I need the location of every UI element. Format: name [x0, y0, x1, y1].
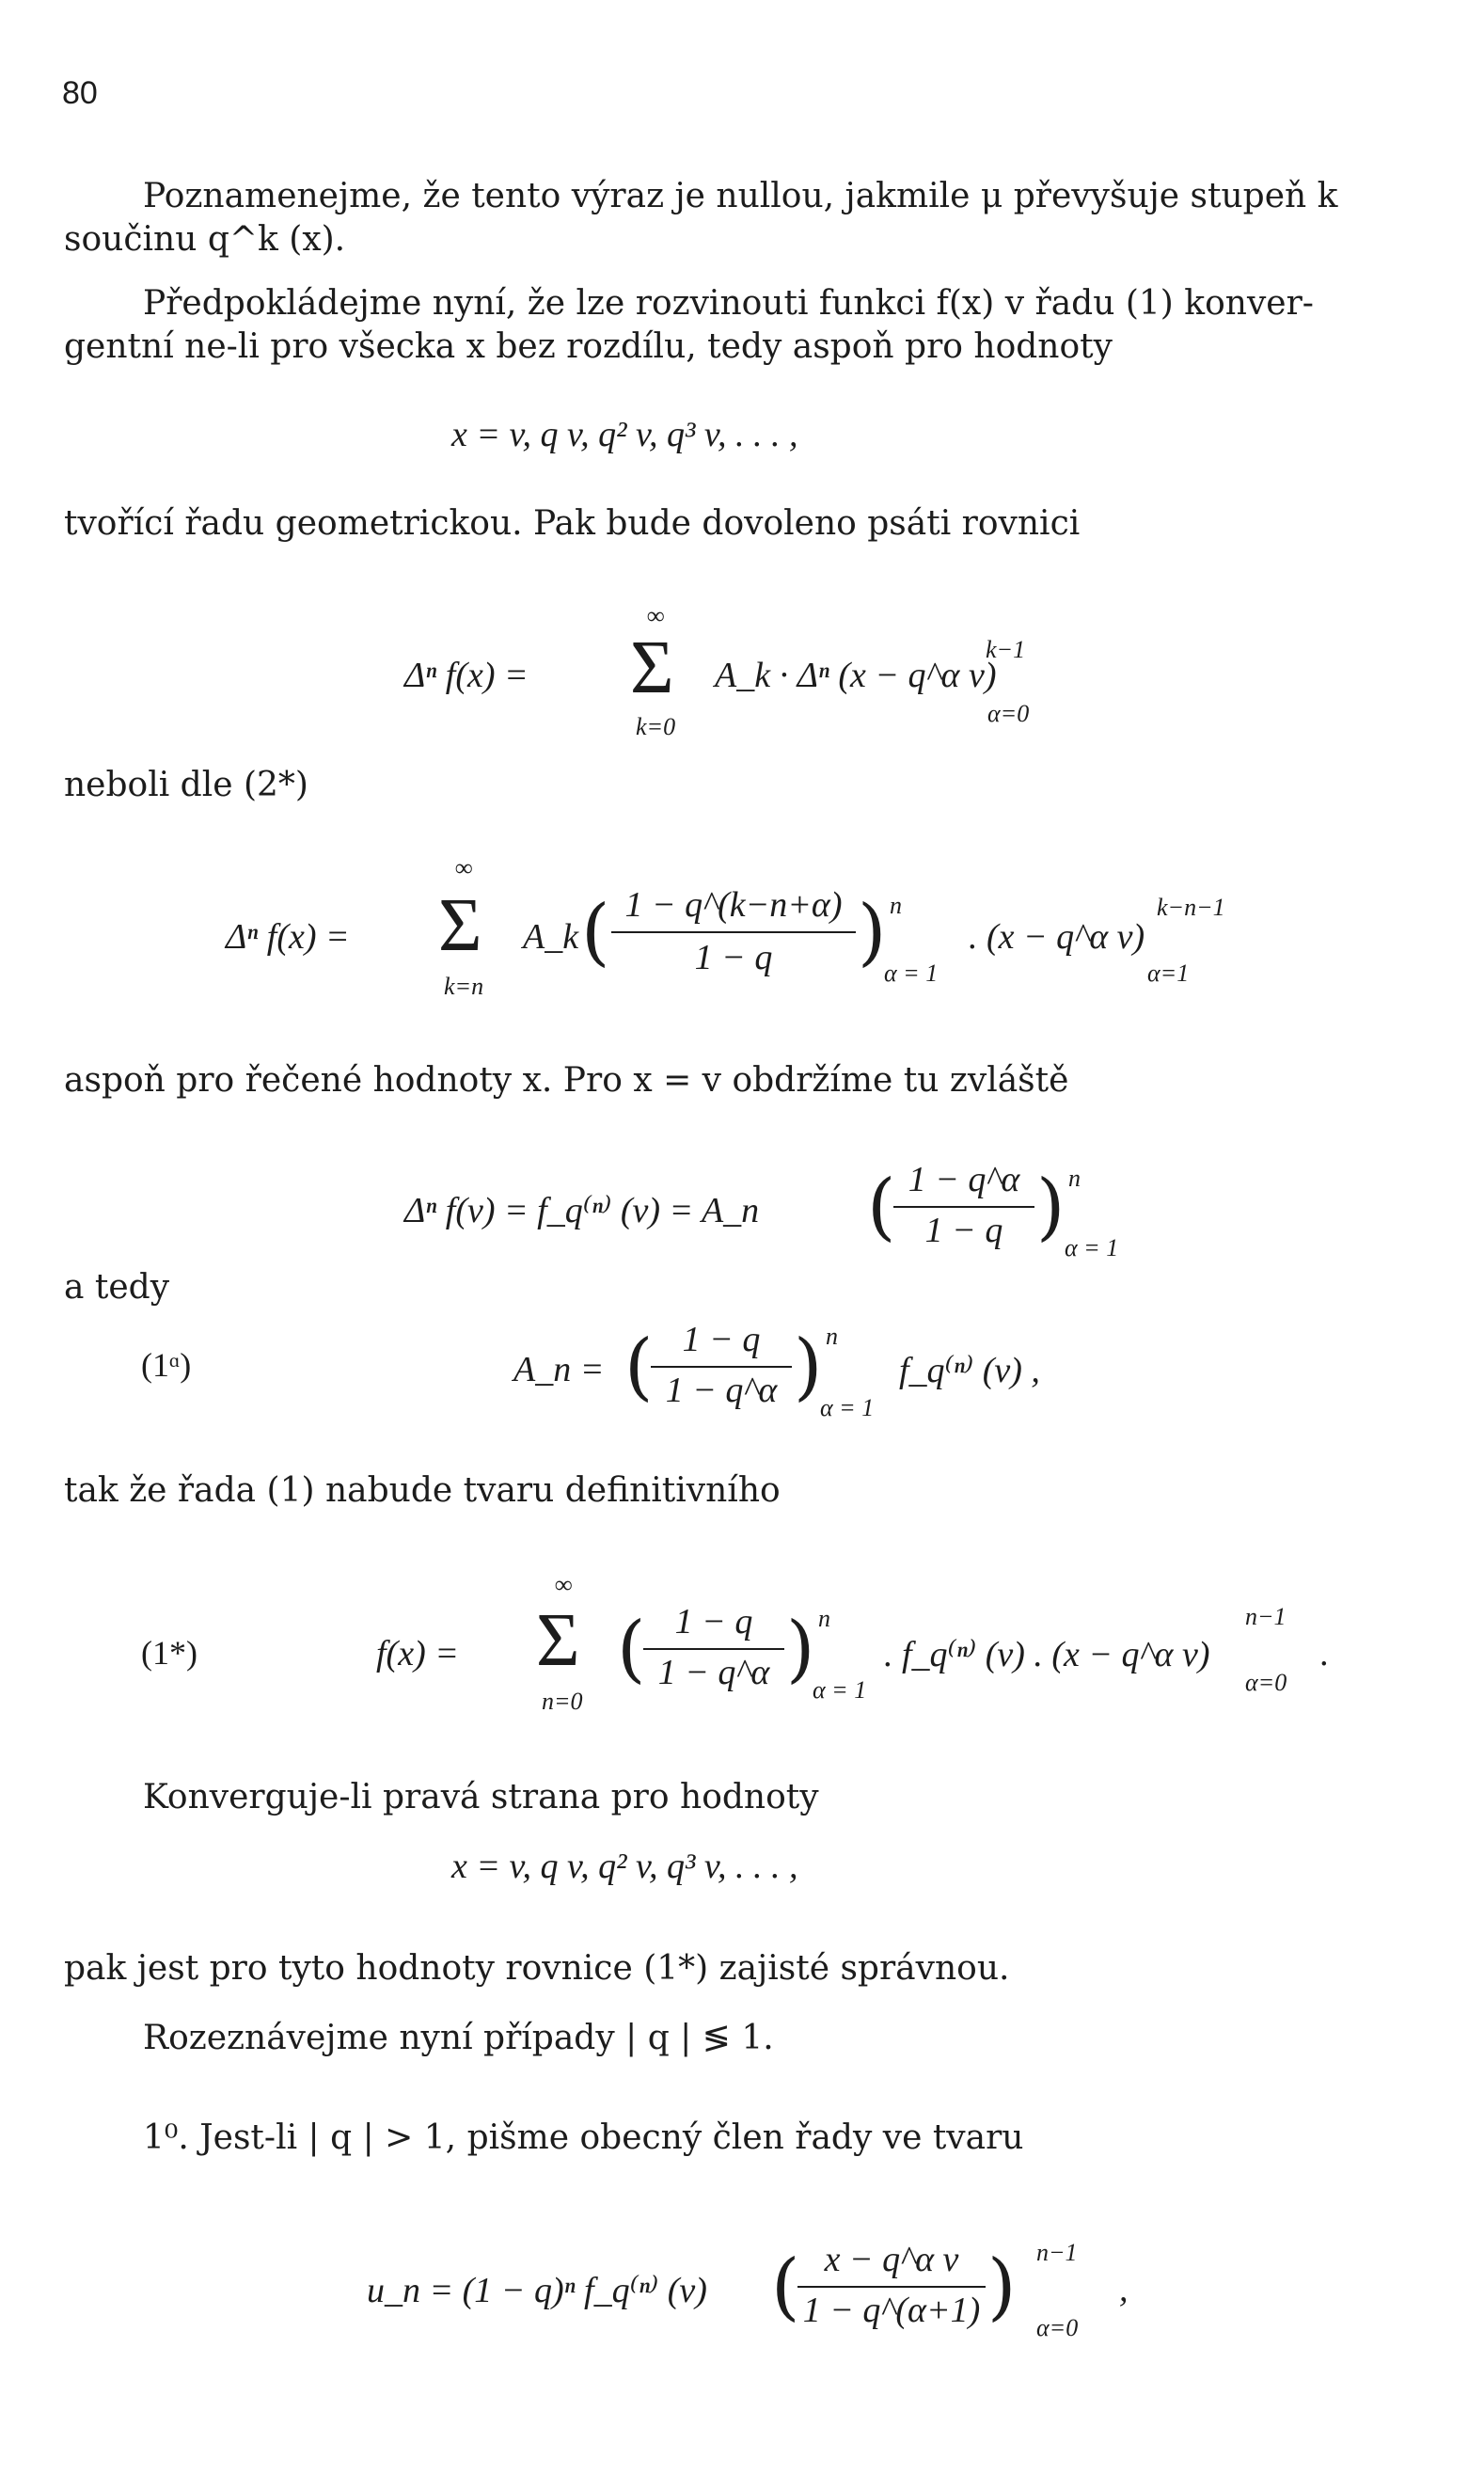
right-paren: ): [786, 1607, 815, 1691]
product-term: . f_q⁽ⁿ⁾ (v) . (x − q^α v): [884, 1635, 1210, 1674]
exponent: n: [818, 1605, 830, 1632]
left-paren: (: [617, 1607, 646, 1691]
equation-delta-n-expansion: [226, 847, 1298, 1016]
fraction-numerator: 1 − q^(k−n+α): [624, 885, 843, 925]
sum-lower-limit: k=n: [444, 973, 484, 1000]
left-paren: (: [771, 2244, 800, 2329]
paragraph-1-line-2: součinu q^k (x).: [64, 220, 346, 259]
equation-general-term: [367, 2220, 1213, 2361]
fraction-denominator: 1 − q^α: [657, 1653, 770, 1692]
coefficient: A_k: [523, 917, 579, 957]
equation-delta-expansion: [404, 602, 1100, 753]
paragraph-10: Rozeznávejme nyní případy | q | ≶ 1.: [143, 2019, 774, 2057]
fraction-numerator: 1 − q: [682, 1320, 761, 1359]
left-paren: (: [867, 1165, 896, 1249]
left-paren: (: [624, 1324, 654, 1409]
right-paren: ): [858, 890, 887, 975]
right-paren: ): [794, 1324, 823, 1409]
sum-lower-limit: n=0: [542, 1688, 583, 1715]
paragraph-3: tvořící řadu geometrickou. Pak bude dovoleno psáti rovnici: [64, 504, 1081, 543]
equation-definitive-series: [376, 1571, 1373, 1731]
product-upper-limit: n−1: [1036, 2239, 1078, 2266]
product-lower-limit: α = 1: [820, 1394, 875, 1421]
equation-end: .: [1320, 1634, 1330, 1673]
equation-delta-at-v: [404, 1148, 1138, 1270]
sum-upper-limit: ∞: [647, 602, 665, 629]
exponent: n: [890, 892, 902, 919]
equation-values: x = v, q v, q² v, q³ v, . . . ,: [451, 1847, 798, 1886]
equation-tail: f_q⁽ⁿ⁾ (v) ,: [899, 1351, 1040, 1390]
fraction-bar: [643, 1648, 784, 1650]
sum-lower-limit: k=0: [636, 713, 676, 740]
equation-lhs: f(x) =: [376, 1634, 459, 1673]
exponent: n: [1068, 1165, 1081, 1192]
equation-lhs: A_n =: [513, 1350, 605, 1389]
equation-lhs: Δⁿ f(x) =: [404, 656, 529, 695]
page-number: 80: [62, 75, 98, 111]
product-lower-limit: α = 1: [1065, 1234, 1119, 1261]
fraction-denominator: 1 − q^α: [665, 1371, 778, 1410]
paragraph-1-line-1: Poznamenejme, že tento výraz je nullou, jakmile μ převyšuje stupeň k: [143, 177, 1338, 215]
fraction-numerator: 1 − q^α: [908, 1160, 1020, 1199]
exponent: n: [826, 1323, 838, 1350]
paragraph-4: neboli dle (2*): [64, 766, 308, 804]
product-lower-limit: α=0: [987, 700, 1030, 727]
fraction-bar: [651, 1366, 792, 1368]
equation-coefficient-An: [513, 1308, 1115, 1430]
equation-label-1a: (1ᵅ): [141, 1346, 192, 1384]
paragraph-2-line-1: Předpokládejme nyní, že lze rozvinouti funkci f(x) v řadu (1) konver-: [143, 284, 1314, 323]
fraction-bar: [893, 1206, 1034, 1208]
paragraph-7: tak že řada (1) nabude tvaru definitivního: [64, 1471, 781, 1510]
product-term: . (x − q^α v): [969, 917, 1145, 957]
fraction-bar: [611, 931, 856, 933]
equation-end: ,: [1119, 2270, 1129, 2309]
left-paren: (: [581, 890, 610, 975]
product-upper-limit: k−n−1: [1157, 894, 1225, 921]
sigma-symbol: Σ: [630, 626, 674, 709]
equation-term: A_k · Δⁿ (x − q^α v): [715, 656, 997, 695]
product-lower-limit: α = 1: [884, 960, 939, 987]
fraction-numerator: x − q^α v: [824, 2240, 959, 2279]
fraction-bar: [797, 2286, 986, 2288]
paragraph-11: 1⁰. Jest-li | q | > 1, pišme obecný člen řady ve tvaru: [143, 2118, 1024, 2157]
paragraph-9: pak jest pro tyto hodnoty rovnice (1*) zajisté správnou.: [64, 1949, 1010, 1988]
equation-lhs: u_n = (1 − q)ⁿ f_q⁽ⁿ⁾ (v): [367, 2271, 707, 2310]
product-lower-limit-2: α=0: [1245, 1669, 1287, 1696]
sum-upper-limit: ∞: [555, 1571, 573, 1598]
right-paren: ): [987, 2244, 1017, 2329]
right-paren: ): [1036, 1165, 1066, 1249]
equation-lhs: Δⁿ f(x) =: [226, 917, 350, 957]
equation-lhs: Δⁿ f(v) = f_q⁽ⁿ⁾ (v) = A_n: [404, 1191, 760, 1230]
paragraph-5: aspoň pro řečené hodnoty x. Pro x = v obdržíme tu zvláště: [64, 1061, 1069, 1100]
sigma-symbol: Σ: [536, 1599, 580, 1682]
product-lower-limit-2: α=1: [1147, 960, 1190, 987]
paragraph-8: Konverguje-li pravá strana pro hodnoty: [143, 1778, 819, 1816]
equation-label-1star: (1*): [141, 1634, 197, 1672]
sum-upper-limit: ∞: [455, 854, 473, 881]
product-upper-limit: k−1: [986, 636, 1026, 663]
paragraph-2-line-2: gentní ne-li pro všecka x bez rozdílu, tedy aspoň pro hodnoty: [64, 327, 1113, 366]
product-lower-limit: α=0: [1036, 2314, 1079, 2341]
product-upper-limit: n−1: [1245, 1603, 1287, 1630]
paragraph-6: a tedy: [64, 1268, 170, 1307]
fraction-numerator: 1 − q: [674, 1602, 753, 1641]
sigma-symbol: Σ: [438, 884, 482, 967]
fraction-denominator: 1 − q: [694, 938, 773, 977]
fraction-denominator: 1 − q^(α+1): [802, 2291, 981, 2330]
equation-geometric-values: x = v, q v, q² v, q³ v, . . . ,: [451, 415, 798, 454]
product-lower-limit: α = 1: [813, 1676, 867, 1704]
fraction-denominator: 1 − q: [924, 1211, 1003, 1250]
